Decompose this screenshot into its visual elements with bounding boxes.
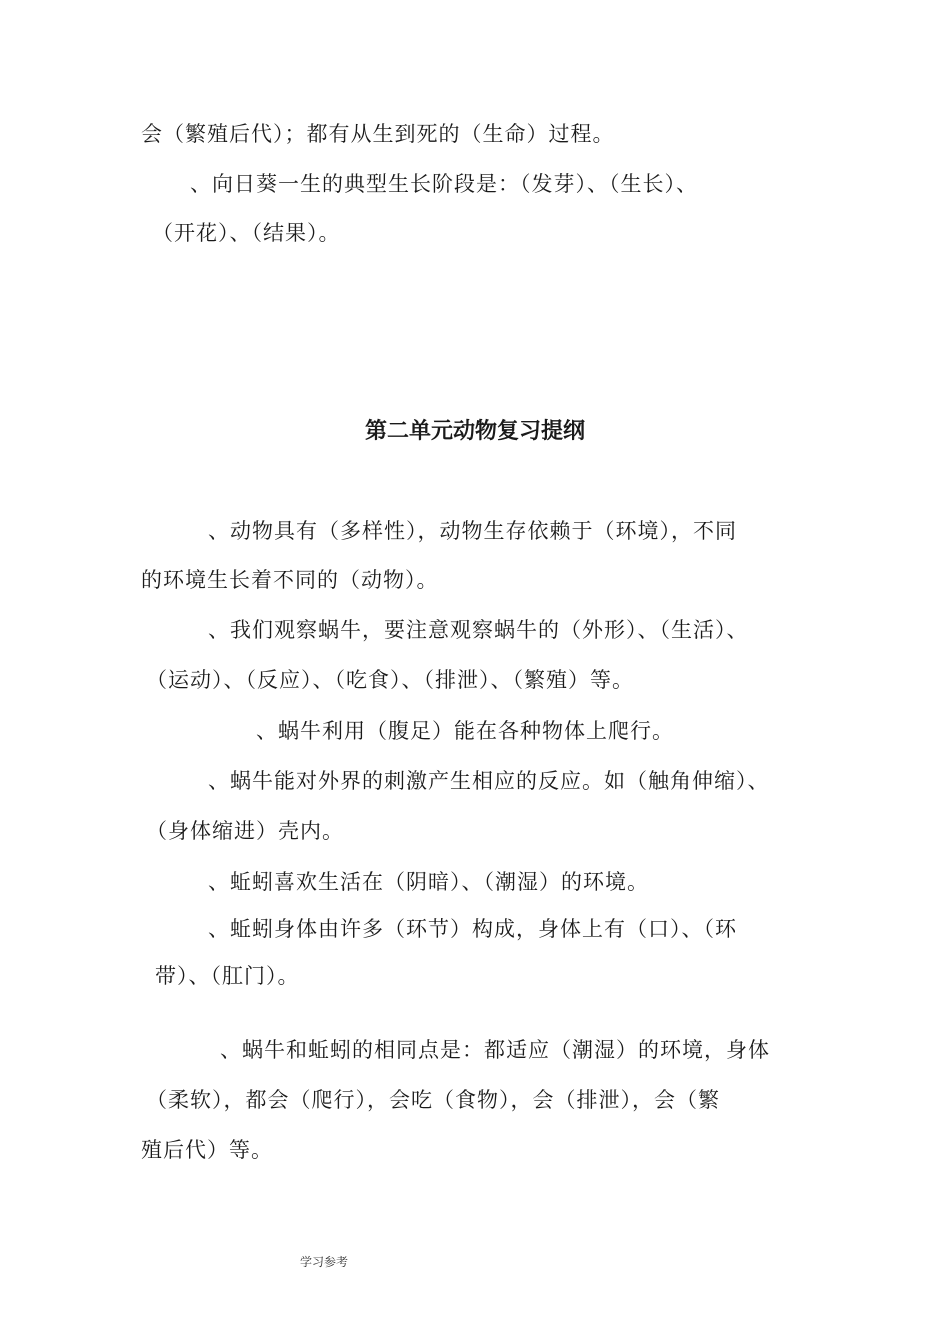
body-line-sunflower-stages: 、向日葵一生的典型生长阶段是：（发芽）、（生长）、 xyxy=(190,172,698,196)
unit-title: 第二单元动物复习提纲 xyxy=(364,419,585,444)
body-line-snail-foot: 、蜗牛利用（腹足）能在各种物体上爬行。 xyxy=(256,719,674,743)
body-line-earthworm-body-cont: 带）、（肛门）。 xyxy=(155,964,300,988)
body-line-earthworm-body: 、蚯蚓身体由许多（环节）构成，身体上有（口）、（环 xyxy=(208,917,737,941)
body-line-sunflower-stages-cont: （开花）、（结果）。 xyxy=(152,221,341,245)
body-line-snail-reaction-cont: （身体缩进）壳内。 xyxy=(146,819,344,843)
body-line-common-points: 、蜗牛和蚯蚓的相同点是：都适应（潮湿）的环境，身体 xyxy=(220,1038,770,1062)
body-line-snail-reaction: 、蜗牛能对外界的刺激产生相应的反应。如（触角伸缩）、 xyxy=(208,769,770,793)
body-line-common-points-cont: （柔软），都会（爬行），会吃（食物），会（排泄），会（繁 xyxy=(146,1088,720,1112)
footer-label: 学习参考 xyxy=(300,1255,349,1269)
body-line-lifecycle-end: 会（繁殖后代）；都有从生到死的（生命）过程。 xyxy=(141,122,615,146)
body-line-animal-diversity: 、动物具有（多样性），动物生存依赖于（环境），不同 xyxy=(208,519,737,543)
body-line-snail-observe: 、我们观察蜗牛，要注意观察蜗牛的（外形）、（生活）、 xyxy=(208,618,749,642)
body-line-earthworm-habitat: 、蚯蚓喜欢生活在（阴暗）、（潮湿）的环境。 xyxy=(208,870,649,894)
body-line-snail-observe-cont: （运动）、（反应）、（吃食）、（排泄）、（繁殖）等。 xyxy=(146,668,634,692)
body-line-common-points-end: 殖后代）等。 xyxy=(141,1138,273,1162)
body-line-animal-diversity-cont: 的环境生长着不同的（动物）。 xyxy=(141,568,439,592)
